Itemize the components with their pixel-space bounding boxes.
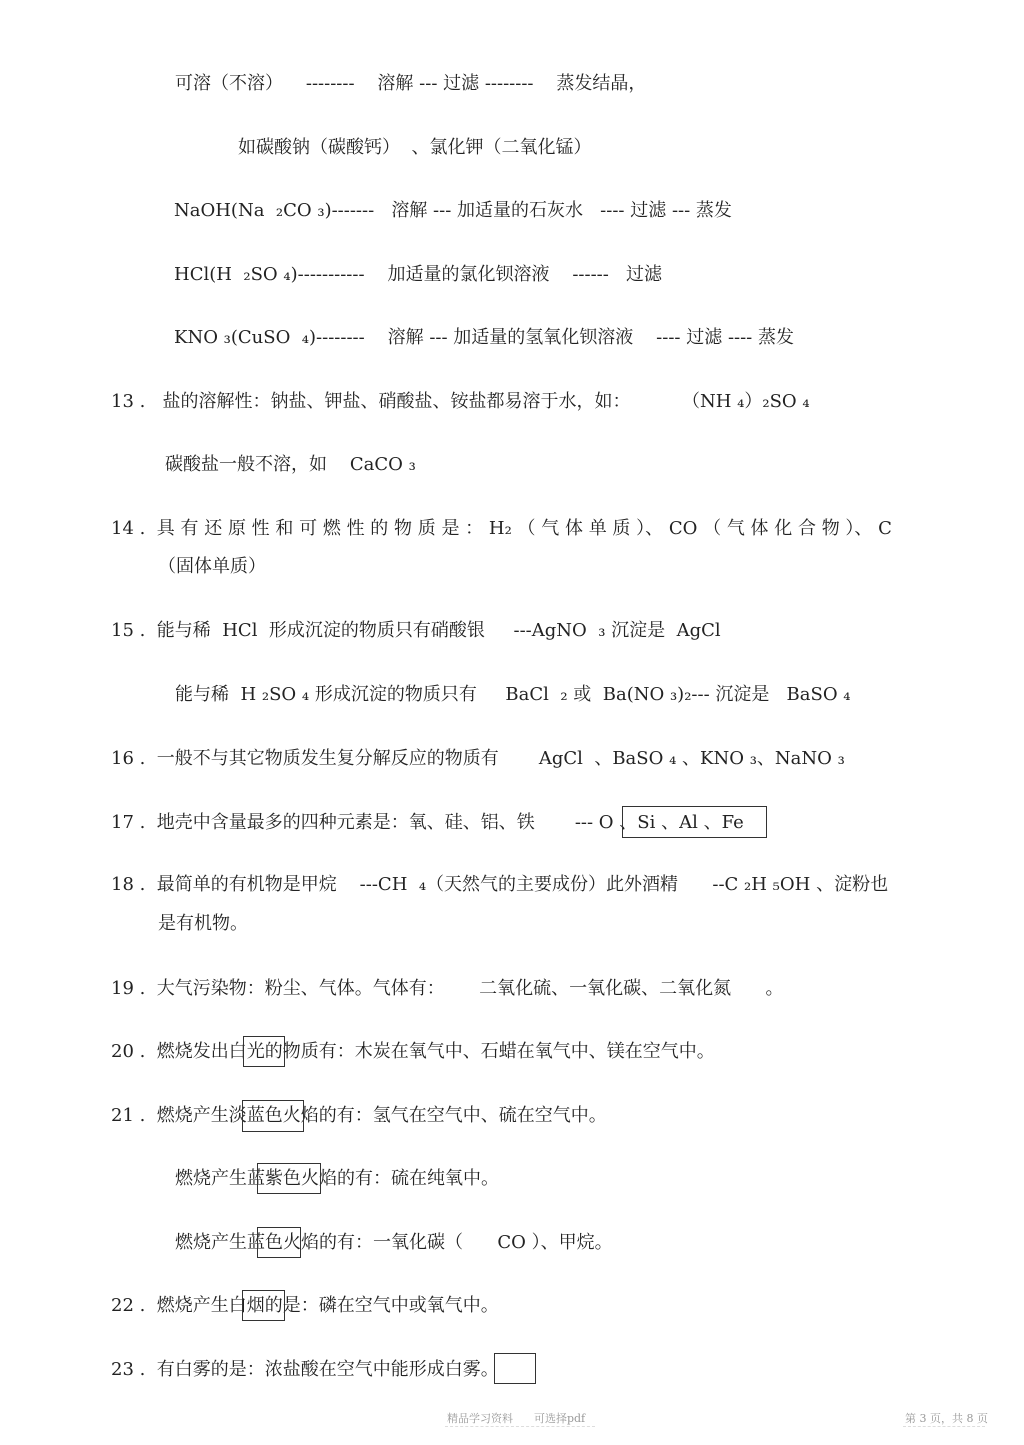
item-14: 14 . 具 有 还 原 性 和 可 燃 性 的 物 质 是 ： H₂ （ 气 体 单 质 ）、 CO （ 气 体 化 合 物 ）、 C bbox=[111, 518, 892, 539]
footer-left: 精品学习资料 可选择pdf bbox=[447, 1412, 586, 1425]
item-15: 15 . 能与稀 HCl 形成沉淀的物质只有硝酸银 ---AgNO ₃ 沉淀是 AgCl bbox=[111, 620, 721, 641]
item-23: 23 . 有白雾的是：浓盐酸在空气中能形成白雾。 bbox=[111, 1359, 499, 1380]
item-14-cont: （固体单质） bbox=[158, 556, 266, 577]
footer-divider-left bbox=[445, 1426, 595, 1427]
item-19: 19 . 大气污染物：粉尘、气体。气体有： 二氧化硫、一氧化碳、二氧化氮 。 bbox=[111, 978, 784, 999]
item-13-cont: 碳酸盐一般不溶，如 CaCO ₃ bbox=[165, 454, 416, 475]
item-16: 16 . 一般不与其它物质发生复分解反应的物质有 AgCl 、BaSO ₄ 、KNO ₃、NaNO ₃ bbox=[111, 748, 845, 769]
item-21: 21 . 燃烧产生淡蓝色火焰的有：氢气在空气中、硫在空气中。 bbox=[111, 1105, 607, 1126]
highlight-box-blue bbox=[257, 1227, 301, 1258]
text-line-5: KNO ₃(CuSO ₄)-------- 溶解 --- 加适量的氢氧化钡溶液 ---- 过滤 ---- 蒸发 bbox=[174, 327, 794, 348]
highlight-box-pale-blue bbox=[242, 1100, 304, 1132]
item-18-cont: 是有机物。 bbox=[158, 913, 248, 934]
highlight-box-white-light bbox=[243, 1036, 285, 1067]
item-13: 13 . 盐的溶解性：钠盐、钾盐、硝酸盐、铵盐都易溶于水，如： （NH ₄）₂SO ₄ bbox=[111, 391, 810, 412]
item-21-c: 燃烧产生蓝色火焰的有：一氧化碳（ CO ）、甲烷。 bbox=[175, 1232, 613, 1253]
highlight-box-white-smoke bbox=[242, 1290, 285, 1321]
highlight-box-blue-purple bbox=[257, 1163, 321, 1194]
text-line-1: 可溶（不溶） -------- 溶解 --- 过滤 -------- 蒸发结晶， bbox=[175, 73, 647, 94]
item-18: 18 . 最简单的有机物是甲烷 ---CH ₄（天然气的主要成份）此外酒精 --C ₂H ₅OH 、淀粉也 bbox=[111, 874, 889, 895]
item-20: 20 . 燃烧发出白光的物质有：木炭在氧气中、石蜡在氧气中、镁在空气中。 bbox=[111, 1041, 715, 1062]
footer-divider-right bbox=[903, 1426, 985, 1427]
highlight-box-elements bbox=[622, 806, 767, 838]
item-15-cont: 能与稀 H ₂SO ₄ 形成沉淀的物质只有 BaCl ₂ 或 Ba(NO ₃)₂--- 沉淀是 BaSO ₄ bbox=[175, 684, 851, 705]
item-17: 17 . 地壳中含量最多的四种元素是：氧、硅、铝、铁 --- O 、Si 、Al 、Fe bbox=[111, 812, 744, 833]
text-line-2: 如碳酸钠（碳酸钙） 、氯化钾（二氧化锰） bbox=[238, 137, 592, 158]
item-21-b: 燃烧产生蓝紫色火焰的有：硫在纯氧中。 bbox=[175, 1168, 499, 1189]
text-line-3: NaOH(Na ₂CO ₃)------- 溶解 --- 加适量的石灰水 ---- 过滤 --- 蒸发 bbox=[174, 200, 732, 221]
highlight-box-white-fog bbox=[494, 1353, 536, 1384]
item-22: 22 . 燃烧产生白烟的是：磷在空气中或氧气中。 bbox=[111, 1295, 499, 1316]
footer-page-number: 第 3 页，共 8 页 bbox=[905, 1412, 988, 1425]
text-line-4: HCl(H ₂SO ₄)----------- 加适量的氯化钡溶液 ------ 过滤 bbox=[174, 264, 662, 285]
